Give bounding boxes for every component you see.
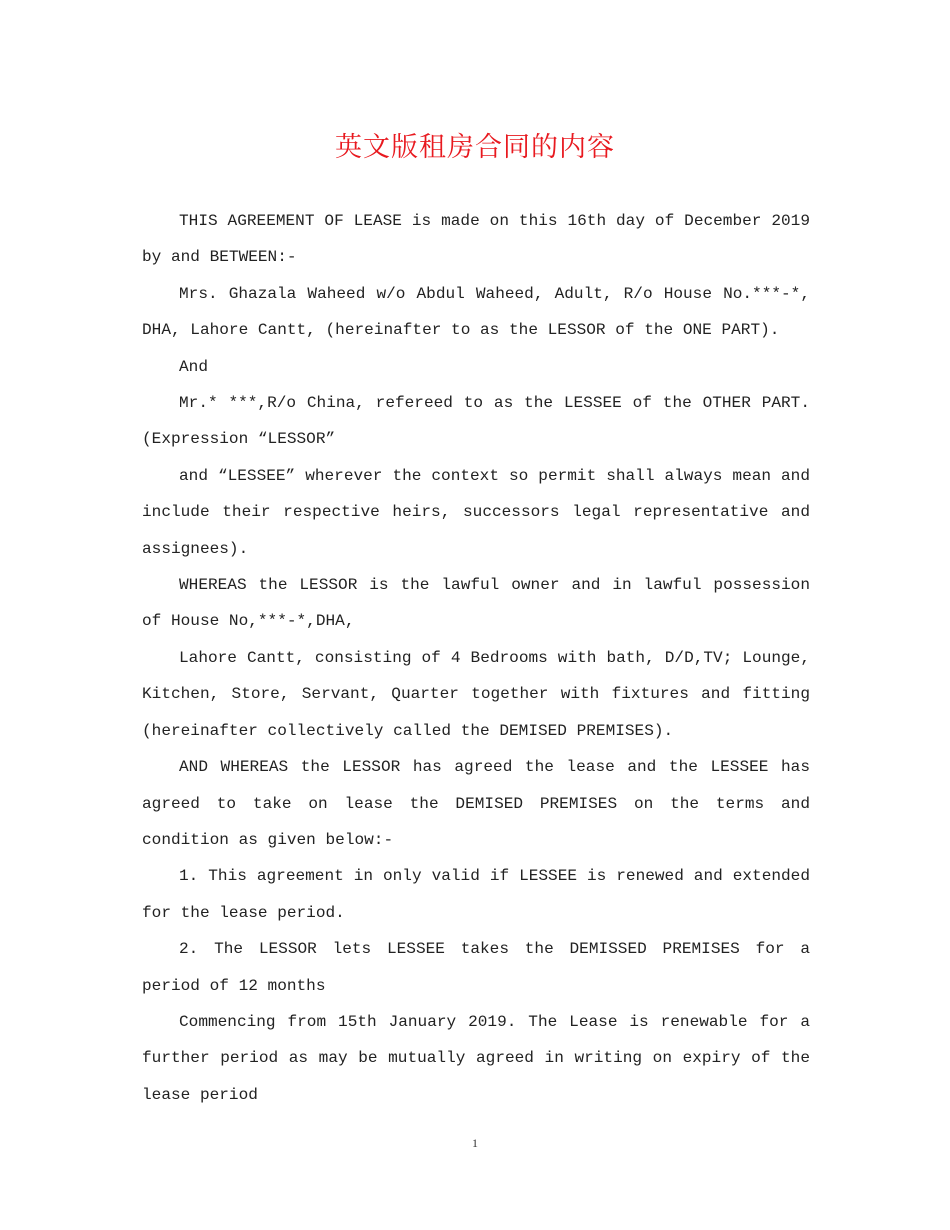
paragraph-lessor-party: Mrs. Ghazala Waheed w/o Abdul Waheed, Adult, R/o House No.***-*, DHA, Lahore Cantt, (hereinafter to as the LESSOR of the ONE PART). bbox=[142, 284, 810, 340]
paragraph-whereas-agreed: AND WHEREAS the LESSOR has agreed the lease and the LESSEE has agreed to take on lease the DEMISED PREMISES on the terms and condition as given below:- bbox=[142, 758, 810, 849]
clause-1: 1. This agreement in only valid if LESSEE is renewed and extended for the lease period. bbox=[142, 867, 810, 922]
document-body bbox=[142, 203, 810, 1113]
paragraph-and: And bbox=[179, 357, 208, 376]
paragraph-lessee-party: Mr.* ***,R/o China, refereed to as the LESSEE of the OTHER PART. (Expression “LESSOR” bbox=[142, 394, 810, 449]
page-number: 1 bbox=[472, 1136, 478, 1150]
paragraph-expression-definition: and “LESSEE” wherever the context so permit shall always mean and include their respective heirs, successors legal representative and assignees). bbox=[142, 466, 810, 558]
document-title: 英文版租房合同的内容 bbox=[335, 132, 615, 163]
paragraph-premises-description: Lahore Cantt, consisting of 4 Bedrooms with bath, D/D,TV; Lounge, Kitchen, Store, Servant, Quarter together with fixtures and fitting (hereinafter collectively called the DEMISED PREMISES). bbox=[142, 648, 810, 740]
paragraph-whereas-owner: WHEREAS the LESSOR is the lawful owner and in lawful possession of House No,***-*,DHA, bbox=[142, 576, 810, 631]
paragraph-commencement: Commencing from 15th January 2019. The Lease is renewable for a further period as may be mutually agreed in writing on expiry of the lease period bbox=[142, 1012, 810, 1104]
clause-2: 2. The LESSOR lets LESSEE takes the DEMISSED PREMISES for a period of 12 months bbox=[142, 940, 810, 995]
paragraph-agreement-intro: THIS AGREEMENT OF LEASE is made on this 16th day of December 2019 by and BETWEEN:- bbox=[142, 212, 810, 267]
